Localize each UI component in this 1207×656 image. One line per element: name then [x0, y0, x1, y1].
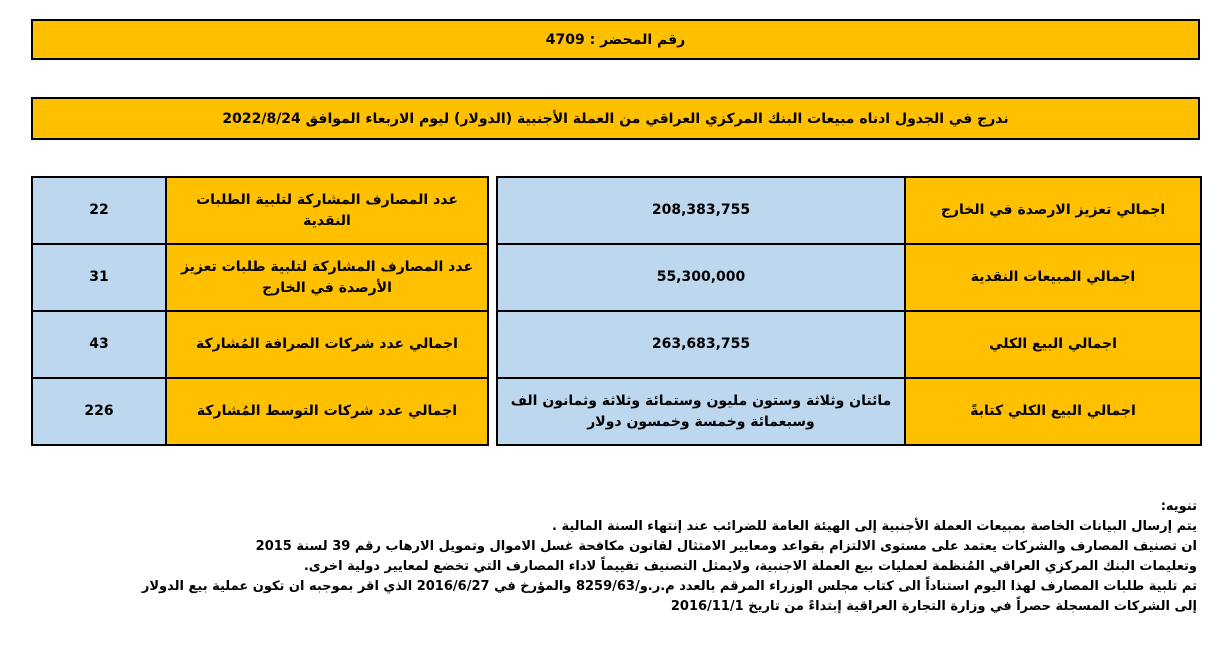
notes-line: إلى الشركات المسجلة حصراً في وزارة التجارة العراقية إبتداءً من تاريخ 2016/11/1: [670, 599, 1197, 614]
table-row: [32, 177, 488, 244]
table-row: [497, 177, 1201, 244]
sales-label: اجمالي المبيعات النقدية: [905, 244, 1201, 311]
sales-value: 263,683,755: [497, 311, 905, 378]
sales-label: اجمالي تعزيز الارصدة في الخارج: [905, 177, 1201, 244]
table-row: [32, 244, 488, 311]
record-number-text: رقم المحضر : 4709: [545, 31, 686, 48]
notes-line: وتعليمات البنك المركزي العراقي المُنظمة لعمليات بيع العملة الاجنبية، ولايمثل التصنيف تقييماً لاداء المصارف التي تخضع لمعايير دولية اخرى.: [303, 559, 1197, 574]
count-label: اجمالي عدد شركات التوسط المُشاركة: [166, 378, 488, 445]
count-label: اجمالي عدد شركات الصرافة المُشاركة: [166, 311, 488, 378]
notes-heading: تنويه:: [1160, 499, 1197, 514]
title-box: [31, 97, 1200, 140]
count-label: عدد المصارف المشاركة لتلبية الطلبات النقدية: [166, 177, 488, 244]
sales-label: اجمالي البيع الكلي: [905, 311, 1201, 378]
count-label: عدد المصارف المشاركة لتلبية طلبات تعزيز الأرصدة في الخارج: [166, 244, 488, 311]
table-row: [497, 378, 1201, 445]
sales-value: مائتان وثلاثة وستون مليون وستمائة وثلاثة وثمانون الف وسبعمائة وخمسة وخمسون دولار: [497, 378, 905, 445]
sales-value: 55,300,000: [497, 244, 905, 311]
counts-table: [31, 176, 489, 446]
sales-label: اجمالي البيع الكلي كتابةً: [905, 378, 1201, 445]
notes-line: تم تلبية طلبات المصارف لهذا اليوم استناداً الى كتاب مجلس الوزراء المرقم بالعدد م.ر.و/8259/63 والمؤرخ في 2016/6/27 الذي اقر بموجبه ان تكون عملية بيع الدولار: [141, 579, 1197, 594]
table-row: [497, 244, 1201, 311]
title-text: ندرج في الجدول ادناه مبيعات البنك المركزي العراقي من العملة الأجنبية (الدولار) ليوم الاربعاء الموافق 2022/8/24: [222, 110, 1009, 127]
count-value: 31: [32, 244, 166, 311]
sales-table: [496, 176, 1202, 446]
sales-value: 208,383,755: [497, 177, 905, 244]
record-number-box: [31, 19, 1200, 60]
table-row: [497, 311, 1201, 378]
notes-line: ان تصنيف المصارف والشركات يعتمد على مستوى الالتزام بقواعد ومعايير الامتثال لقانون مكافحة غسل الاموال وتمويل الارهاب رقم 39 لسنة 2015: [255, 539, 1197, 554]
notes-line: يتم إرسال البيانات الخاصة بمبيعات العملة الأجنبية إلى الهيئة العامة للضرائب عند إنتهاء السنة المالية .: [552, 519, 1197, 534]
count-value: 226: [32, 378, 166, 445]
count-value: 22: [32, 177, 166, 244]
table-row: [32, 378, 488, 445]
notes-section: [7, 497, 1197, 617]
count-value: 43: [32, 311, 166, 378]
table-row: [32, 311, 488, 378]
